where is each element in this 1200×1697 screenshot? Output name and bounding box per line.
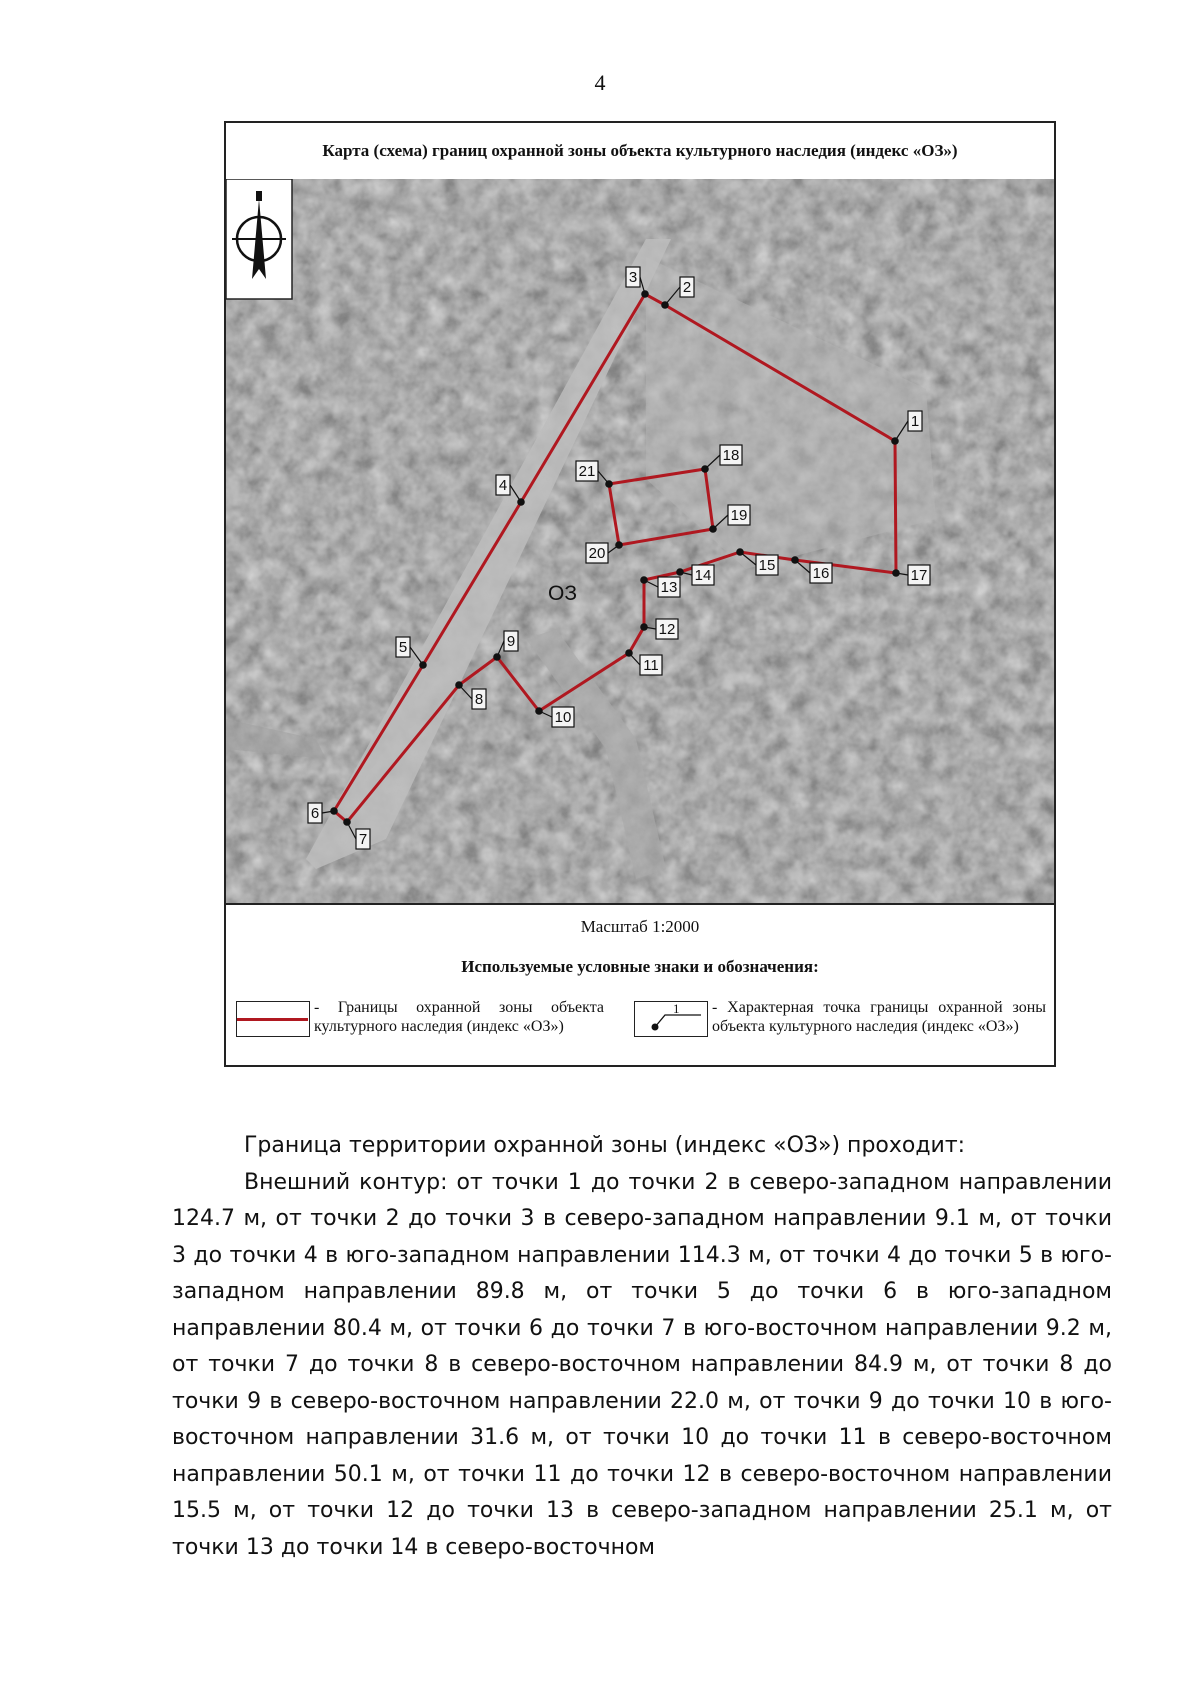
point-label: 18 bbox=[722, 447, 740, 464]
point-marker bbox=[419, 661, 427, 669]
point-label: 17 bbox=[910, 567, 928, 584]
point-marker bbox=[343, 818, 351, 826]
point-marker bbox=[661, 301, 669, 309]
point-marker bbox=[330, 807, 338, 815]
point-label: 4 bbox=[498, 477, 508, 494]
point-marker bbox=[709, 525, 717, 533]
point-label: 1 bbox=[910, 413, 920, 430]
zone-label: ОЗ bbox=[548, 582, 578, 605]
point-label: 9 bbox=[506, 633, 516, 650]
point-marker bbox=[493, 653, 501, 661]
legend-boundary-text: - Границы охранной зоны объекта культурного наследия (индекс «ОЗ») bbox=[314, 999, 604, 1035]
point-label: 13 bbox=[660, 579, 678, 596]
point-label: 5 bbox=[398, 639, 408, 656]
description-intro: Граница территории охранной зоны (индекс «ОЗ») проходит: bbox=[244, 1133, 966, 1158]
point-marker bbox=[701, 465, 709, 473]
point-marker bbox=[736, 548, 744, 556]
point-marker bbox=[640, 576, 648, 584]
map-figure bbox=[224, 121, 1056, 1067]
map-scale: Масштаб 1:2000 bbox=[580, 917, 700, 936]
point-label: 15 bbox=[758, 557, 776, 574]
point-marker bbox=[791, 556, 799, 564]
point-marker bbox=[676, 568, 684, 576]
aerial-map[interactable] bbox=[226, 179, 1054, 903]
point-marker bbox=[891, 437, 899, 445]
map-footer bbox=[226, 903, 1054, 1067]
point-label: 2 bbox=[682, 279, 692, 296]
point-marker bbox=[640, 623, 648, 631]
legend-title: Используемые условные знаки и обозначения: bbox=[461, 957, 819, 976]
point-label: 14 bbox=[694, 567, 712, 584]
point-marker bbox=[455, 681, 463, 689]
map-title: Карта (схема) границ охранной зоны объекта культурного наследия (индекс «ОЗ») bbox=[226, 123, 1054, 181]
legend-point-marker-label: 1 bbox=[673, 1002, 680, 1016]
point-label: 3 bbox=[628, 269, 638, 286]
point-label: 21 bbox=[578, 463, 596, 480]
point-label: 8 bbox=[474, 691, 484, 708]
point-marker bbox=[641, 290, 649, 298]
north-arrow-icon bbox=[226, 179, 292, 299]
point-label: 19 bbox=[730, 507, 748, 524]
point-marker bbox=[535, 707, 543, 715]
description-text bbox=[172, 1128, 1112, 1566]
point-marker bbox=[517, 498, 525, 506]
point-label: 7 bbox=[358, 831, 368, 848]
description-outer-contour: Внешний контур: от точки 1 до точки 2 в северо-западном направлении 124.7 м, от точки 2 до точки 3 в северо-западном направлении 9.1 м, от точки 3 до точки 4 в юго-западном направлении 114.3 м, от точки 4 до точки 5 в юго-западном направлении 89.8 м, от точки 5 до точки 6 в юго-западном направлении 80.4 м, от точки 6 до точки 7 в юго-восточном направлении 9.2 м, от точки 7 до точки 8 в северо-восточном направлении 84.9 м, от точки 8 до точки 9 в северо-восточном направлении 22.0 м, от точки 9 до точки 10 в юго-восточном направлении 31.6 м, от точки 10 до точки 11 в северо-восточном направлении 50.1 м, от точки 11 до точки 12 в северо-восточном направлении 15.5 м, от точки 12 до точки 13 в северо-западном направлении 25.1 м, от точки 13 до точки 14 в северо-восточном bbox=[172, 1169, 1112, 1560]
point-marker bbox=[892, 569, 900, 577]
point-label: 12 bbox=[658, 621, 676, 638]
point-label: 6 bbox=[310, 805, 320, 822]
point-label: 10 bbox=[554, 709, 572, 726]
legend-boundary-symbol bbox=[236, 1001, 310, 1037]
point-label: 11 bbox=[643, 657, 659, 674]
point-marker bbox=[625, 649, 633, 657]
legend-point-symbol bbox=[634, 1001, 708, 1037]
point-marker bbox=[605, 480, 613, 488]
point-label: 20 bbox=[588, 545, 606, 562]
point-marker bbox=[615, 541, 623, 549]
point-label: 16 bbox=[812, 565, 830, 582]
page-number: 4 bbox=[594, 70, 606, 95]
legend-point-text: - Характерная точка границы охранной зоны объекта культурного наследия (индекс «ОЗ») bbox=[712, 999, 1046, 1035]
